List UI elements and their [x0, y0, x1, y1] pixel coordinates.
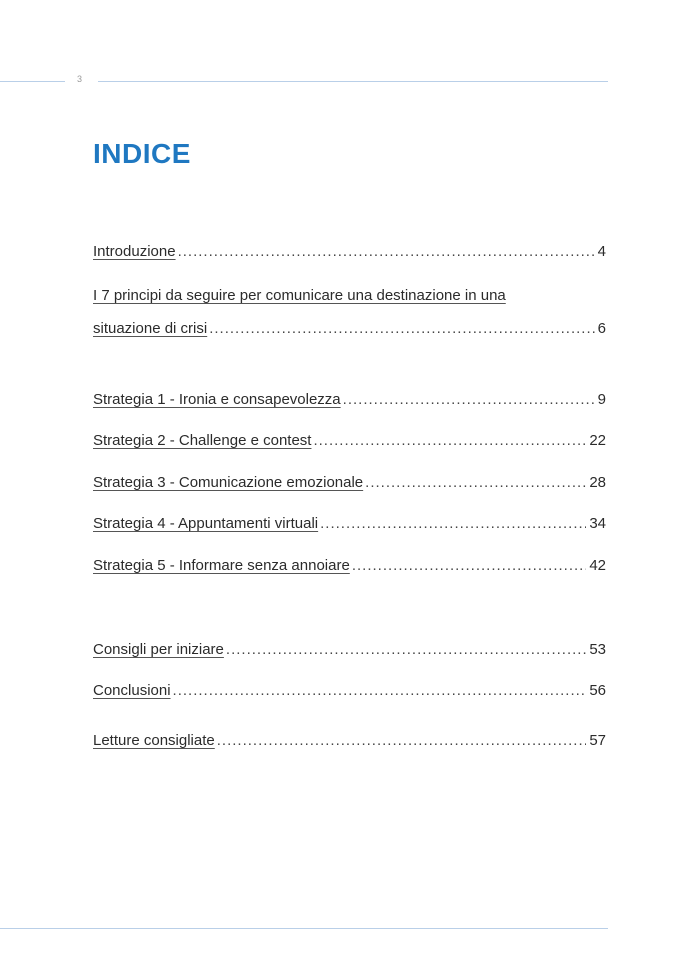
toc-entry-label[interactable]: Introduzione	[93, 243, 176, 260]
toc-page-number: 53	[589, 641, 606, 658]
dot-leader	[209, 317, 594, 341]
toc-entry-label-line1[interactable]: I 7 principi da seguire per comunicare una destinazione in una	[93, 287, 506, 304]
dot-leader	[365, 471, 586, 495]
toc-entry-conclusioni[interactable]	[93, 679, 606, 703]
footer-rule	[0, 928, 608, 929]
toc-entry-strategia-5[interactable]	[93, 554, 606, 578]
page-number: 3	[77, 74, 83, 84]
toc-entry-label[interactable]: Strategia 1 - Ironia e consapevolezza	[93, 391, 341, 408]
dot-leader	[173, 679, 587, 703]
toc-page-number: 4	[597, 243, 606, 260]
dot-leader	[217, 729, 587, 753]
toc-page-number: 34	[589, 515, 606, 532]
toc-entry-letture[interactable]	[93, 729, 606, 753]
toc-entry-label[interactable]: Consigli per iniziare	[93, 641, 224, 658]
toc-entry-label[interactable]: Strategia 2 - Challenge e contest	[93, 432, 312, 449]
toc-entry-strategia-3[interactable]	[93, 471, 606, 495]
dot-leader	[352, 554, 587, 578]
toc-entry-label[interactable]: Conclusioni	[93, 682, 171, 699]
toc-entry-principi[interactable]	[93, 284, 606, 341]
toc-entry-label[interactable]: Strategia 5 - Informare senza annoiare	[93, 557, 350, 574]
toc-entry-line2[interactable]	[93, 317, 606, 341]
dot-leader	[226, 638, 586, 662]
toc-page-number: 42	[589, 557, 606, 574]
toc-entry-consigli[interactable]	[93, 638, 606, 662]
toc-page-number: 6	[597, 320, 606, 337]
header-rule-right	[98, 81, 608, 82]
dot-leader	[178, 240, 595, 264]
toc-entry-strategia-2[interactable]	[93, 429, 606, 453]
dot-leader	[343, 388, 595, 412]
toc-entry-label[interactable]: Letture consigliate	[93, 732, 215, 749]
toc-page-number: 22	[589, 432, 606, 449]
header-rule-left	[0, 81, 65, 82]
dot-leader	[313, 429, 586, 453]
toc-entry-label[interactable]: Strategia 4 - Appuntamenti virtuali	[93, 515, 319, 532]
dot-leader	[320, 512, 586, 536]
toc-page-number: 56	[589, 682, 606, 699]
toc-page-number: 57	[589, 732, 606, 749]
toc-entry-introduzione[interactable]	[93, 240, 606, 264]
toc-page-number: 9	[597, 391, 606, 408]
toc-entry-label[interactable]: Strategia 3 - Comunicazione emozionale	[93, 474, 364, 491]
toc-entry-label-line2[interactable]: situazione di crisi	[93, 320, 208, 337]
toc-page-number: 28	[589, 474, 606, 491]
toc-entry-strategia-4[interactable]	[93, 512, 606, 536]
toc-entry-strategia-1[interactable]	[93, 388, 606, 412]
page-title: INDICE	[93, 138, 191, 169]
